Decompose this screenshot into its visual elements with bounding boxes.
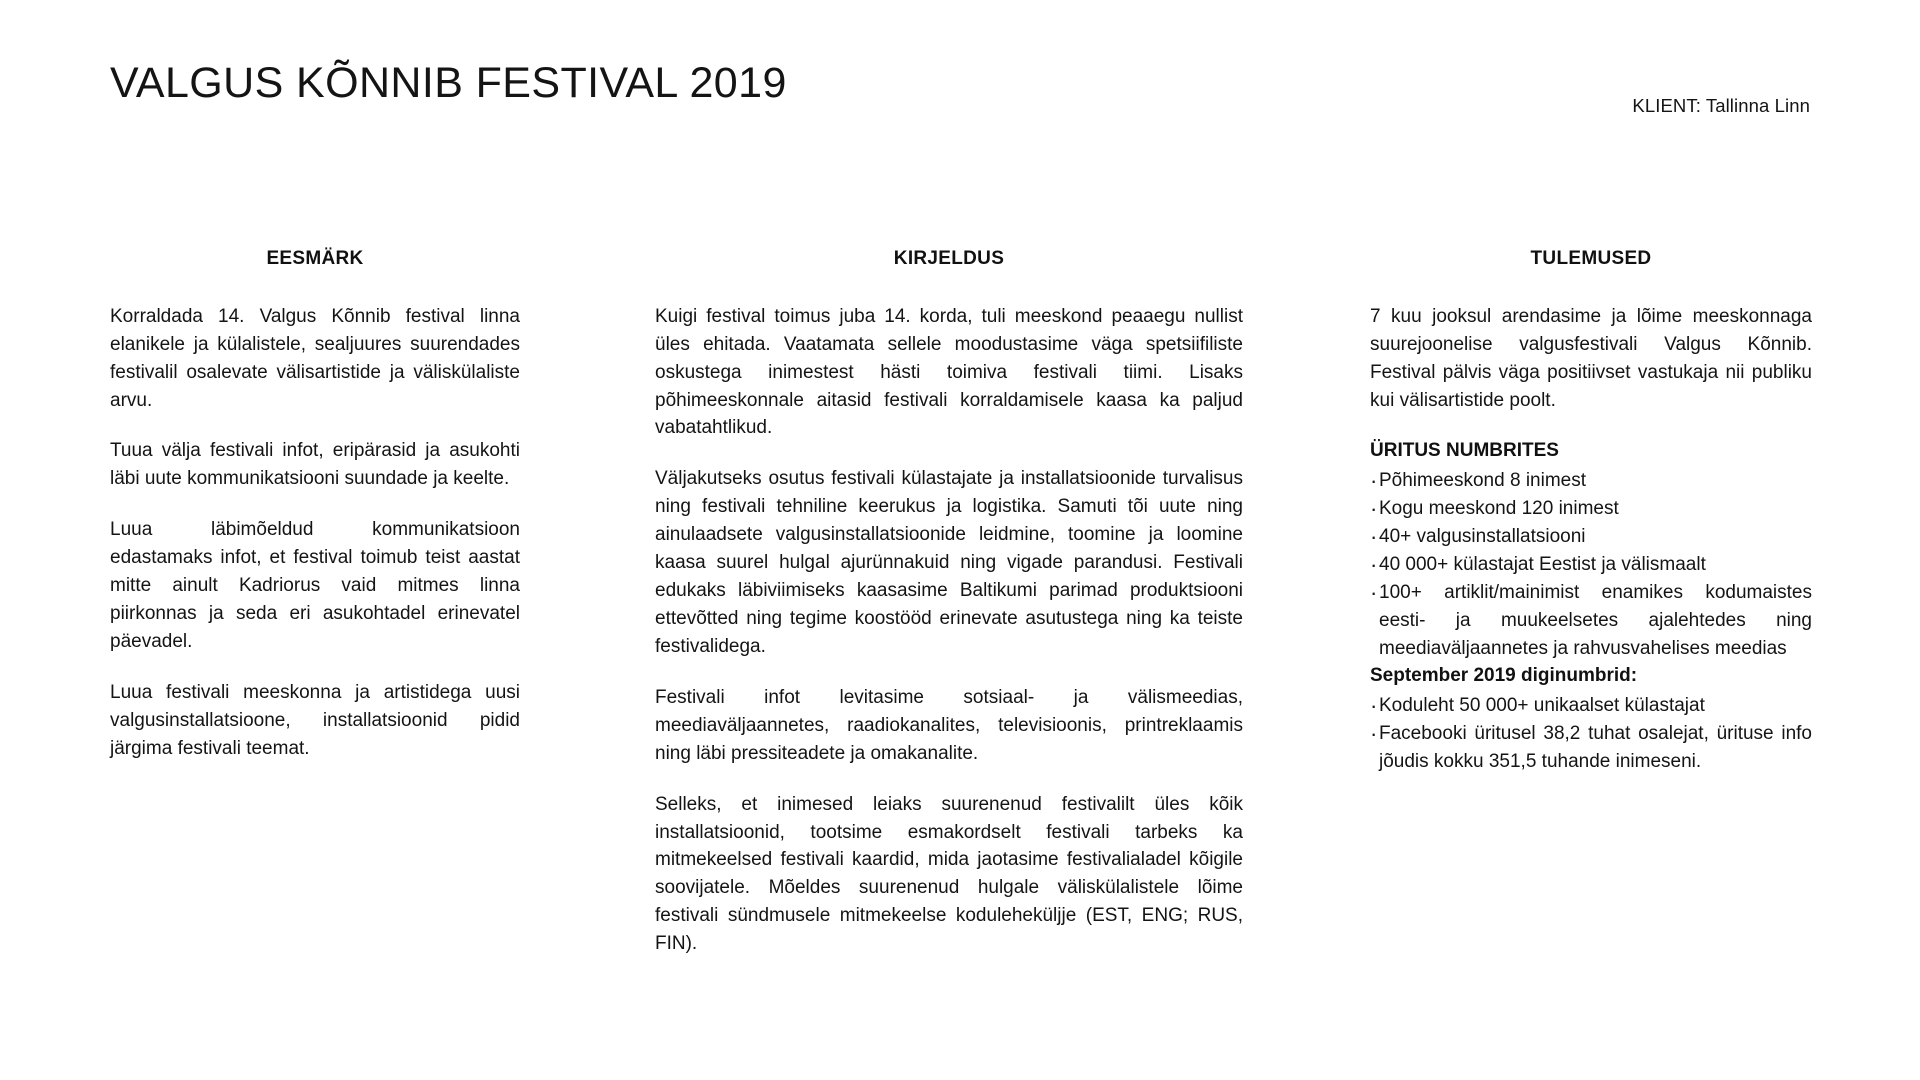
paragraph: Väljakutseks osutus festivali külastajate ja installatsioonide turvalisus ning festivali tehniline keerukus ja logistika. Samuti tõi uute ning ainulaadsete valgusinstallatsioonide leidmine, toomine ja loomine kaasa suurel hulgal ajurünnakuid ning vigade parandusi. Festivali edukaks läbiviimiseks kaasasime Baltikumi parimad produktsiooni ettevõtted ning tegime koostööd erinevate asutustega ning ka teiste festivalidega. [655,468,1243,657]
list-item: · Kogu meeskond 120 inimest [1370,495,1812,523]
page-title: VALGUS KÕNNIB FESTIVAL 2019 [110,59,787,107]
column-heading-tulemused: TULEMUSED [1530,248,1652,269]
stats-heading: ÜRITUS NUMBRITES [1370,440,1559,462]
paragraph: Selleks, et inimesed leiaks suurenenud festivalilt üles kõik installatsioonid, tootsime esmakordselt festivali tarbeks ka mitmekeelsed festivali kaardid, mida jaotasime festivalialadel kõigile soovijatele. Mõeldes suurenenud hulgale väliskülalistele lõime festivali sündmusele mitmekeelse koduleheküljje (EST, ENG; RUS, FIN). [655,793,1243,955]
paragraph: Festivali infot levitasime sotsiaal- ja välismeedias, meediaväljaannetes, raadiokanalites, televisioonis, printreklaamis ning läbi pressiteadete ja omakanalite. [655,686,1243,764]
list-item: · 100+ artiklit/mainimist enamikes kodumaistes eesti- ja muukeelsetes ajalehtedes ning meediaväljaannetes ja rahvusvahelises meedias [1370,579,1812,663]
paragraph: Kuigi festival toimus juba 14. korda, tuli meeskond peaaegu nullist üles ehitada. Vaatamata sellele moodustasime väga spetsiifiliste oskustega inimestest hästi toimiva festivali tiimi. Lisaks põhimeeskonnale aitasid festivali korraldamisele kaasa ka paljud vabatahtlikud. [655,305,1243,439]
digital-stats-list [1370,692,1812,776]
list-item: · 40+ valgusinstallatsiooni [1370,523,1812,551]
paragraph: Korraldada 14. Valgus Kõnnib festival linna elanikele ja külalistele, sealjuures suurendades festivalil osalevate välisartistide ja väliskülaliste arvu. [110,305,520,411]
column-kirjeldus [655,248,1243,958]
column-heading-kirjeldus: KIRJELDUS [893,248,1005,269]
column-eesmark [110,248,520,763]
paragraph: 7 kuu jooksul arendasime ja lõime meeskonnaga suurejoonelise valgusfestivali Valgus Kõnnib. Festival pälvis väga positiivset vastukaja nii publiku kui välisartistide poolt. [1370,305,1812,411]
paragraph: Luua festivali meeskonna ja artistidega uusi valgusinstallatsioone, installatsioonid pidid järgima festivali teemat. [110,681,520,759]
stats-list [1370,467,1812,662]
paragraph: Tuua välja festivali infot, eripärasid ja asukohti läbi uute kommunikatsiooni suundade ja keelte. [110,440,520,490]
list-item: · Facebooki üritusel 38,2 tuhat osalejat, ürituse info jõudis kokku 351,5 tuhande inimeseni. [1370,720,1812,776]
client-label: KLIENT: Tallinna Linn [1632,95,1810,116]
list-item: · Põhimeeskond 8 inimest [1370,467,1812,495]
paragraph: Luua läbimõeldud kommunikatsioon edastamaks infot, et festival toimub teist aastat mitte ainult Kadriorus vaid mitmes linna piirkonnas ja seda eri asukohtadel erinevatel päevadel. [110,519,520,653]
column-heading-eesmark: EESMÄRK [266,248,364,269]
column-tulemused [1370,248,1812,776]
list-item: · Koduleht 50 000+ unikaalset külastajat [1370,692,1812,720]
digital-stats-heading: September 2019 diginumbrid: [1370,665,1638,687]
list-item: · 40 000+ külastajat Eestist ja välismaalt [1370,551,1812,579]
